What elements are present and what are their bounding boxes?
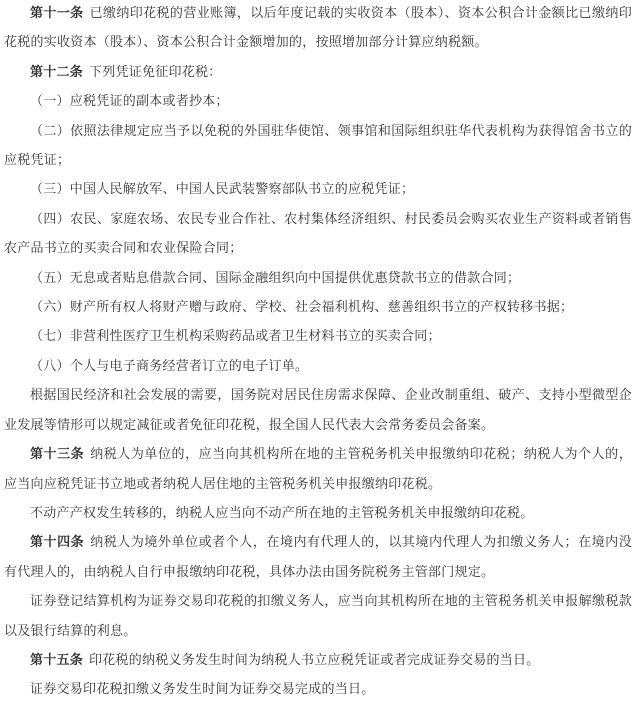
paragraph-text: （八）个人与电子商务经营者订立的电子订单。: [30, 358, 309, 374]
paragraph-article-14: [0, 528, 640, 587]
paragraph-text: （四）农民、家庭农场、农民专业合作社、农村集体经济组织、村民委员会购买农业生产资料或者销售农产品书立的买卖合同和农业保险合同；: [4, 211, 632, 257]
paragraph-text: （一）应税凭证的副本或者抄本；: [30, 94, 229, 110]
paragraph-text: 不动产产权发生转移的，纳税人应当向不动产所在地的主管税务机关申报缴纳印花税。: [30, 505, 534, 521]
paragraph-text: 已缴纳印花税的营业账簿，以后年度记载的实收资本（股本）、资本公积合计金额比已缴纳印花税的实收资本（股本）、资本公积合计金额增加的，按照增加部分计算应纳税额。: [4, 6, 632, 51]
paragraph-text: 证券交易印花税扣缴义务发生时间为证券交易完成的当日。: [30, 682, 375, 698]
paragraph-real-estate-transfer: [0, 499, 640, 528]
paragraph-text: （六）财产所有权人将财产赠与政府、学校、社会福利机构、慈善组织书立的产权转移书据；: [30, 300, 574, 316]
exemption-item-8: [0, 352, 640, 381]
exemption-item-4: [0, 205, 640, 264]
paragraph-text: 下列凭证免征印花税：: [89, 64, 222, 80]
paragraph-text: 纳税人为单位的，应当向其机构所在地的主管税务机关申报缴纳印花税；纳税人为个人的，应当向应税凭证书立地或者纳税人居住地的主管税务机关申报缴纳印花税。: [4, 447, 632, 492]
paragraph-state-council-provision: [0, 381, 640, 440]
article-heading: 第十五条: [30, 652, 84, 668]
paragraph-securities-withholding: [0, 587, 640, 646]
article-heading: 第十二条: [30, 64, 84, 80]
paragraph-article-11: [0, 0, 640, 58]
article-heading: 第十三条: [30, 447, 85, 463]
article-heading: 第十一条: [30, 6, 84, 21]
paragraph-article-12: [0, 58, 640, 87]
paragraph-article-15: [0, 646, 640, 675]
paragraph-text: （七）非营利性医疗卫生机构采购药品或者卫生材料书立的买卖合同；: [30, 329, 441, 345]
paragraph-text: 证券登记结算机构为证券交易印花税的扣缴义务人，应当向其机构所在地的主管税务机关申报解缴税款以及银行结算的利息。: [4, 594, 632, 639]
paragraph-securities-obligation-time: [0, 675, 640, 704]
exemption-item-2: [0, 117, 640, 176]
paragraph-text: （五）无息或者贴息借款合同、国际金融组织向中国提供优惠贷款书立的借款合同；: [30, 270, 521, 286]
article-heading: 第十四条: [30, 535, 85, 551]
paragraph-article-13: [0, 440, 640, 499]
paragraph-text: 纳税人为境外单位或者个人，在境内有代理人的，以其境内代理人为扣缴义务人；在境内没有代理人的，由纳税人自行申报缴纳印花税，具体办法由国务院税务主管部门规定。: [4, 535, 632, 580]
exemption-item-5: [0, 264, 640, 293]
exemption-item-7: [0, 322, 640, 351]
paragraph-text: 印花税的纳税义务发生时间为纳税人书立应税凭证或者完成证券交易的当日。: [89, 652, 540, 668]
exemption-item-1: [0, 87, 640, 116]
exemption-item-3: [0, 175, 640, 204]
paragraph-text: （二）依照法律规定应当予以免税的外国驻华使馆、领事馆和国际组织驻华代表机构为获得馆舍书立的应税凭证；: [4, 123, 632, 169]
exemption-item-6: [0, 293, 640, 322]
paragraph-text: （三）中国人民解放军、中国人民武装警察部队书立的应税凭证；: [30, 182, 415, 198]
paragraph-text: 根据国民经济和社会发展的需要，国务院对居民住房需求保障、企业改制重组、破产、支持小型微型企业发展等情形可以规定减征或者免征印花税，报全国人民代表大会常务委员会备案。: [4, 388, 632, 433]
